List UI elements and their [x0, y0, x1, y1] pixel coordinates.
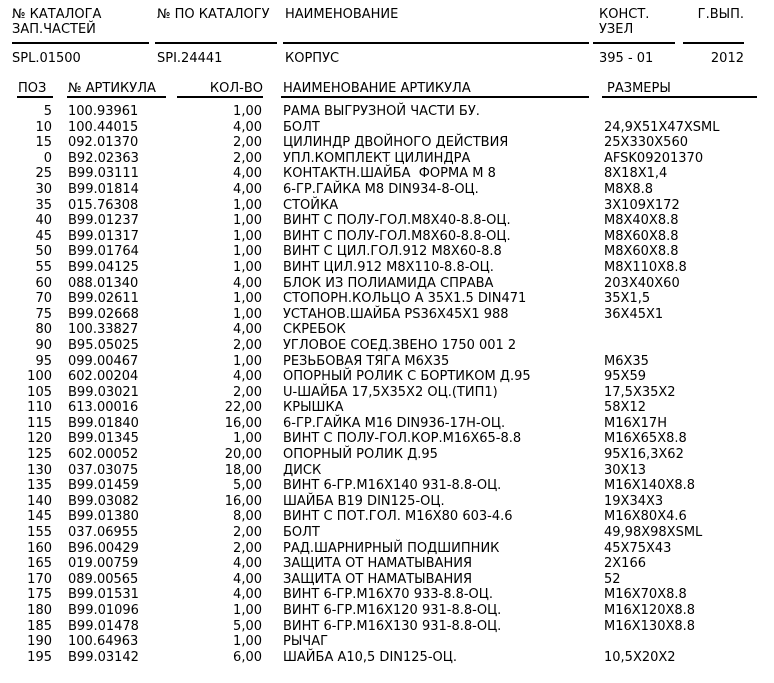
- pos-cell: 100: [27, 369, 52, 385]
- article-cell: B99.01478: [68, 618, 139, 634]
- pos-cell: 45: [35, 228, 52, 244]
- qty-cell: 2,00: [233, 150, 262, 166]
- column-underline: [281, 96, 589, 98]
- column-label-line2: ЗАП.ЧАСТЕЙ: [12, 22, 96, 37]
- qty-cell: 2,00: [233, 135, 262, 151]
- name-cell: ВИНТ С ПОЛУ-ГОЛ.М8Х40-8.8-ОЦ.: [283, 213, 511, 229]
- size-cell: 10,5X20X2: [604, 649, 676, 665]
- size-cell: 35X1,5: [604, 291, 651, 307]
- pos-cell: 95: [35, 353, 52, 369]
- article-cell: B99.03082: [68, 493, 139, 509]
- name-cell: ЦИЛИНДР ДВОЙНОГО ДЕЙСТВИЯ: [283, 135, 509, 151]
- pos-cell: 145: [27, 509, 52, 525]
- catalog-number-value: SPL.01500: [12, 51, 81, 66]
- pos-cell: 10: [35, 119, 52, 135]
- name-cell: ЗАЩИТА ОТ НАМАТЫВАНИЯ: [283, 571, 472, 587]
- column-label: № КАТАЛОГА: [12, 7, 102, 22]
- article-cell: 602.00052: [68, 447, 139, 463]
- name-cell: ВИНТ 6-ГР.M16X140 931-8.8-ОЦ.: [283, 478, 502, 494]
- qty-cell: 1,00: [233, 244, 262, 260]
- name-cell: БОЛТ: [283, 119, 320, 135]
- pos-cell: 190: [27, 634, 52, 650]
- size-cell: M8X8.8: [604, 181, 654, 197]
- qty-cell: 4,00: [233, 369, 262, 385]
- name-cell: УПЛ.КОМПЛЕКТ ЦИЛИНДРА: [283, 150, 471, 166]
- table-row: [0, 385, 774, 401]
- table-row: [0, 276, 774, 292]
- article-cell: 015.76308: [68, 197, 139, 213]
- size-cell: M16X80X4.6: [604, 509, 687, 525]
- article-cell: B99.03021: [68, 384, 139, 400]
- size-cell: 2X166: [604, 556, 646, 572]
- column-underline: [683, 42, 744, 44]
- article-cell: B99.01814: [68, 181, 139, 197]
- pos-cell: 115: [27, 415, 52, 431]
- article-cell: 019.00759: [68, 556, 139, 572]
- qty-cell: 5,00: [233, 618, 262, 634]
- size-cell: M16X140X8.8: [604, 478, 696, 494]
- qty-cell: 1,00: [233, 353, 262, 369]
- table-row: [0, 151, 774, 167]
- name-cell: ВИНТ 6-ГР.M16X70 933-8.8-ОЦ.: [283, 587, 494, 603]
- table-row: [0, 213, 774, 229]
- name-cell: РАД.ШАРНИРНЫЙ ПОДШИПНИК: [283, 540, 500, 556]
- pos-cell: 40: [35, 213, 52, 229]
- qty-cell: 2,00: [233, 525, 262, 541]
- qty-cell: 2,00: [233, 384, 262, 400]
- size-cell: 58X12: [604, 400, 646, 416]
- name-cell: ШАЙБА B19 DIN125-ОЦ.: [283, 493, 445, 509]
- header-article-name-label: НАИМЕНОВАНИЕ АРТИКУЛА: [283, 81, 471, 96]
- article-cell: 100.44015: [68, 119, 139, 135]
- table-row: [0, 104, 774, 120]
- size-cell: 30X13: [604, 462, 646, 478]
- size-cell: M16X65X8.8: [604, 431, 687, 447]
- table-row: [0, 556, 774, 572]
- qty-cell: 1,00: [233, 197, 262, 213]
- column-underline: [593, 42, 675, 44]
- pos-cell: 110: [27, 400, 52, 416]
- table-row: [0, 369, 774, 385]
- table-row: [0, 291, 774, 307]
- pos-cell: 195: [27, 649, 52, 665]
- article-cell: B99.04125: [68, 259, 139, 275]
- size-cell: M8X60X8.8: [604, 228, 679, 244]
- article-cell: B99.01237: [68, 213, 139, 229]
- table-row: [0, 244, 774, 260]
- table-row: [0, 603, 774, 619]
- qty-cell: 16,00: [224, 493, 262, 509]
- column-underline: [155, 42, 277, 44]
- pos-cell: 155: [27, 525, 52, 541]
- table-row: [0, 260, 774, 276]
- article-cell: B99.03142: [68, 649, 139, 665]
- size-cell: M8X60X8.8: [604, 244, 679, 260]
- size-cell: 95X16,3X62: [604, 447, 684, 463]
- column-underline: [67, 96, 166, 98]
- pos-cell: 160: [27, 540, 52, 556]
- pos-cell: 50: [35, 244, 52, 260]
- qty-cell: 4,00: [233, 275, 262, 291]
- column-label: № ПО КАТАЛОГУ: [157, 7, 270, 22]
- article-cell: 099.00467: [68, 353, 139, 369]
- qty-cell: 4,00: [233, 181, 262, 197]
- name-cell: 6-ГР.ГАЙКА М16 DIN936-17H-ОЦ.: [283, 415, 506, 431]
- size-cell: 8X18X1,4: [604, 166, 668, 182]
- table-row: [0, 120, 774, 136]
- table-row: [0, 307, 774, 323]
- pos-cell: 5: [43, 104, 52, 119]
- table-row: [0, 509, 774, 525]
- article-cell: 037.06955: [68, 525, 139, 541]
- qty-cell: 4,00: [233, 556, 262, 572]
- article-cell: 100.93961: [68, 104, 139, 119]
- pos-cell: 135: [27, 478, 52, 494]
- size-cell: M6X35: [604, 353, 649, 369]
- name-cell: БОЛТ: [283, 525, 320, 541]
- name-cell: УСТАНОВ.ШАЙБА PS36X45X1 988: [283, 306, 509, 322]
- article-cell: B99.01459: [68, 478, 139, 494]
- table-row: [0, 494, 774, 510]
- pos-cell: 140: [27, 493, 52, 509]
- parts-table-body: [0, 104, 774, 665]
- table-row: [0, 416, 774, 432]
- table-row: [0, 478, 774, 494]
- size-cell: 52: [604, 571, 621, 587]
- pos-cell: 185: [27, 618, 52, 634]
- table-row: [0, 572, 774, 588]
- size-cell: AFSK09201370: [604, 150, 704, 166]
- pos-cell: 70: [35, 291, 52, 307]
- qty-cell: 8,00: [233, 509, 262, 525]
- qty-cell: 18,00: [224, 462, 262, 478]
- article-cell: 088.01340: [68, 275, 139, 291]
- name-cell: СТОЙКА: [283, 197, 339, 213]
- size-cell: M16X130X8.8: [604, 618, 696, 634]
- name-cell: СТОПОРН.КОЛЬЦО А 35Х1.5 DIN471: [283, 291, 527, 307]
- pos-cell: 80: [35, 322, 52, 338]
- size-cell: 45X75X43: [604, 540, 672, 556]
- table-row: [0, 541, 774, 557]
- size-cell: 203X40X60: [604, 275, 680, 291]
- header-article-label: № АРТИКУЛА: [68, 81, 156, 96]
- pos-cell: 0: [43, 150, 52, 166]
- qty-cell: 4,00: [233, 322, 262, 338]
- name-cell: ВИНТ С ПОЛУ-ГОЛ.КОР.M16X65-8.8: [283, 431, 522, 447]
- qty-cell: 20,00: [224, 447, 262, 463]
- table-row: [0, 587, 774, 603]
- name-cell: ВИНТ С ЦИЛ.ГОЛ.912 М8Х60-8.8: [283, 244, 502, 260]
- column-label: НАИМЕНОВАНИЕ: [285, 7, 399, 22]
- article-cell: B99.01840: [68, 415, 139, 431]
- qty-cell: 4,00: [233, 571, 262, 587]
- column-label-line2: УЗЕЛ: [599, 22, 634, 37]
- name-cell: U-ШАЙБА 17,5Х35Х2 ОЦ.(ТИП1): [283, 384, 498, 400]
- name-cell: РЕЗЬБОВАЯ ТЯГА М6Х35: [283, 353, 450, 369]
- pos-cell: 35: [35, 197, 52, 213]
- pos-cell: 75: [35, 306, 52, 322]
- name-cell: ВИНТ С ПОЛУ-ГОЛ.М8Х60-8.8-ОЦ.: [283, 228, 511, 244]
- article-cell: 602.00204: [68, 369, 139, 385]
- size-cell: M16X120X8.8: [604, 603, 696, 618]
- qty-cell: 1,00: [233, 291, 262, 307]
- name-cell: СКРЕБОК: [283, 322, 346, 338]
- pos-cell: 90: [35, 337, 52, 353]
- qty-cell: 16,00: [224, 415, 262, 431]
- table-row: [0, 525, 774, 541]
- article-cell: 613.00016: [68, 400, 139, 416]
- column-underline: [12, 42, 149, 44]
- size-cell: 49,98X98XSML: [604, 525, 703, 541]
- name-cell: ВИНТ ЦИЛ.912 М8Х110-8.8-ОЦ.: [283, 259, 494, 275]
- size-cell: 17,5X35X2: [604, 384, 676, 400]
- name-cell: ОПОРНЫЙ РОЛИК Д.95: [283, 447, 438, 463]
- column-label: КОНСТ.: [599, 7, 650, 22]
- header-dimensions-label: РАЗМЕРЫ: [607, 81, 671, 96]
- name-cell: 6-ГР.ГАЙКА М8 DIN934-8-ОЦ.: [283, 181, 479, 197]
- qty-cell: 22,00: [224, 400, 262, 416]
- name-cell: ЗАЩИТА ОТ НАМАТЫВАНИЯ: [283, 556, 472, 572]
- table-row: [0, 634, 774, 650]
- qty-cell: 2,00: [233, 540, 262, 556]
- pos-cell: 175: [27, 587, 52, 603]
- qty-cell: 1,00: [233, 431, 262, 447]
- article-cell: B96.00429: [68, 540, 139, 556]
- qty-cell: 1,00: [233, 104, 262, 119]
- column-underline: [602, 96, 757, 98]
- column-label: Г.ВЫП.: [697, 7, 744, 22]
- name-cell: ДИСК: [283, 462, 322, 478]
- article-cell: 100.33827: [68, 322, 139, 338]
- assembly-name-value: КОРПУС: [285, 51, 340, 66]
- size-cell: M8X110X8.8: [604, 259, 687, 275]
- size-cell: 3X109X172: [604, 197, 680, 213]
- table-row: [0, 400, 774, 416]
- table-row: [0, 463, 774, 479]
- qty-cell: 4,00: [233, 587, 262, 603]
- article-cell: B99.01531: [68, 587, 139, 603]
- name-cell: ОПОРНЫЙ РОЛИК С БОРТИКОМ Д.95: [283, 369, 531, 385]
- column-underline: [177, 96, 263, 98]
- size-cell: M16X70X8.8: [604, 587, 687, 603]
- table-row: [0, 229, 774, 245]
- qty-cell: 2,00: [233, 337, 262, 353]
- article-cell: B99.01380: [68, 509, 139, 525]
- article-cell: 100.64963: [68, 634, 139, 650]
- article-cell: B99.01345: [68, 431, 139, 447]
- table-row: [0, 322, 774, 338]
- table-row: [0, 431, 774, 447]
- size-cell: M8X40X8.8: [604, 213, 679, 229]
- name-cell: БЛОК ИЗ ПОЛИАМИДА СПРАВА: [283, 275, 494, 291]
- article-cell: B99.01317: [68, 228, 139, 244]
- pos-cell: 180: [27, 603, 52, 618]
- name-cell: ВИНТ С ПОТ.ГОЛ. M16X80 603-4.6: [283, 509, 513, 525]
- pos-cell: 130: [27, 462, 52, 478]
- table-row: [0, 650, 774, 666]
- table-row: [0, 354, 774, 370]
- qty-cell: 4,00: [233, 119, 262, 135]
- size-cell: 19X34X3: [604, 493, 664, 509]
- header-quantity-label: КОЛ-ВО: [209, 81, 263, 96]
- table-row: [0, 166, 774, 182]
- header-pos-label: ПОЗ: [18, 81, 47, 96]
- qty-cell: 6,00: [233, 649, 262, 665]
- pos-cell: 60: [35, 275, 52, 291]
- size-cell: 95X59: [604, 369, 646, 385]
- table-row: [0, 619, 774, 635]
- production-year-value: 2012: [710, 51, 744, 66]
- article-cell: B99.01764: [68, 244, 139, 260]
- name-cell: КРЫШКА: [283, 400, 344, 416]
- name-cell: ВИНТ 6-ГР.M16X120 931-8.8-ОЦ.: [283, 603, 502, 618]
- pos-cell: 120: [27, 431, 52, 447]
- article-cell: B99.02611: [68, 291, 139, 307]
- article-cell: B99.02668: [68, 306, 139, 322]
- pos-cell: 125: [27, 447, 52, 463]
- construction-node-value: 395 - 01: [599, 51, 654, 66]
- article-cell: 092.01370: [68, 135, 139, 151]
- article-cell: B92.02363: [68, 150, 139, 166]
- name-cell: РЫЧАГ: [283, 634, 329, 650]
- qty-cell: 1,00: [233, 213, 262, 229]
- name-cell: КОНТАКТН.ШАЙБА ФОРМА М 8: [283, 166, 496, 182]
- pos-cell: 170: [27, 571, 52, 587]
- name-cell: ШАЙБА A10,5 DIN125-ОЦ.: [283, 649, 457, 665]
- article-cell: B99.03111: [68, 166, 139, 182]
- size-cell: 25X330X560: [604, 135, 688, 151]
- qty-cell: 1,00: [233, 259, 262, 275]
- article-cell: B95.05025: [68, 337, 139, 353]
- size-cell: M16X17H: [604, 415, 667, 431]
- pos-cell: 25: [35, 166, 52, 182]
- size-cell: 36X45X1: [604, 306, 664, 322]
- column-underline: [17, 96, 53, 98]
- pos-cell: 15: [35, 135, 52, 151]
- pos-cell: 55: [35, 259, 52, 275]
- table-row: [0, 182, 774, 198]
- table-row: [0, 135, 774, 151]
- qty-cell: 4,00: [233, 166, 262, 182]
- qty-cell: 1,00: [233, 306, 262, 322]
- qty-cell: 5,00: [233, 478, 262, 494]
- article-cell: B99.01096: [68, 603, 139, 618]
- pos-cell: 30: [35, 181, 52, 197]
- pos-cell: 105: [27, 384, 52, 400]
- qty-cell: 1,00: [233, 228, 262, 244]
- article-cell: 089.00565: [68, 571, 139, 587]
- qty-cell: 1,00: [233, 603, 262, 618]
- size-cell: 24,9X51X47XSML: [604, 119, 720, 135]
- table-row: [0, 338, 774, 354]
- column-underline: [283, 42, 589, 44]
- qty-cell: 1,00: [233, 634, 262, 650]
- name-cell: УГЛОВОЕ СОЕД.ЗВЕНО 1750 001 2: [283, 337, 517, 353]
- article-cell: 037.03075: [68, 462, 139, 478]
- table-row: [0, 447, 774, 463]
- table-row: [0, 198, 774, 214]
- name-cell: ВИНТ 6-ГР.M16X130 931-8.8-ОЦ.: [283, 618, 502, 634]
- by-catalog-number-value: SPI.24441: [157, 51, 223, 66]
- pos-cell: 165: [27, 556, 52, 572]
- name-cell: РАМА ВЫГРУЗНОЙ ЧАСТИ БУ.: [283, 104, 480, 119]
